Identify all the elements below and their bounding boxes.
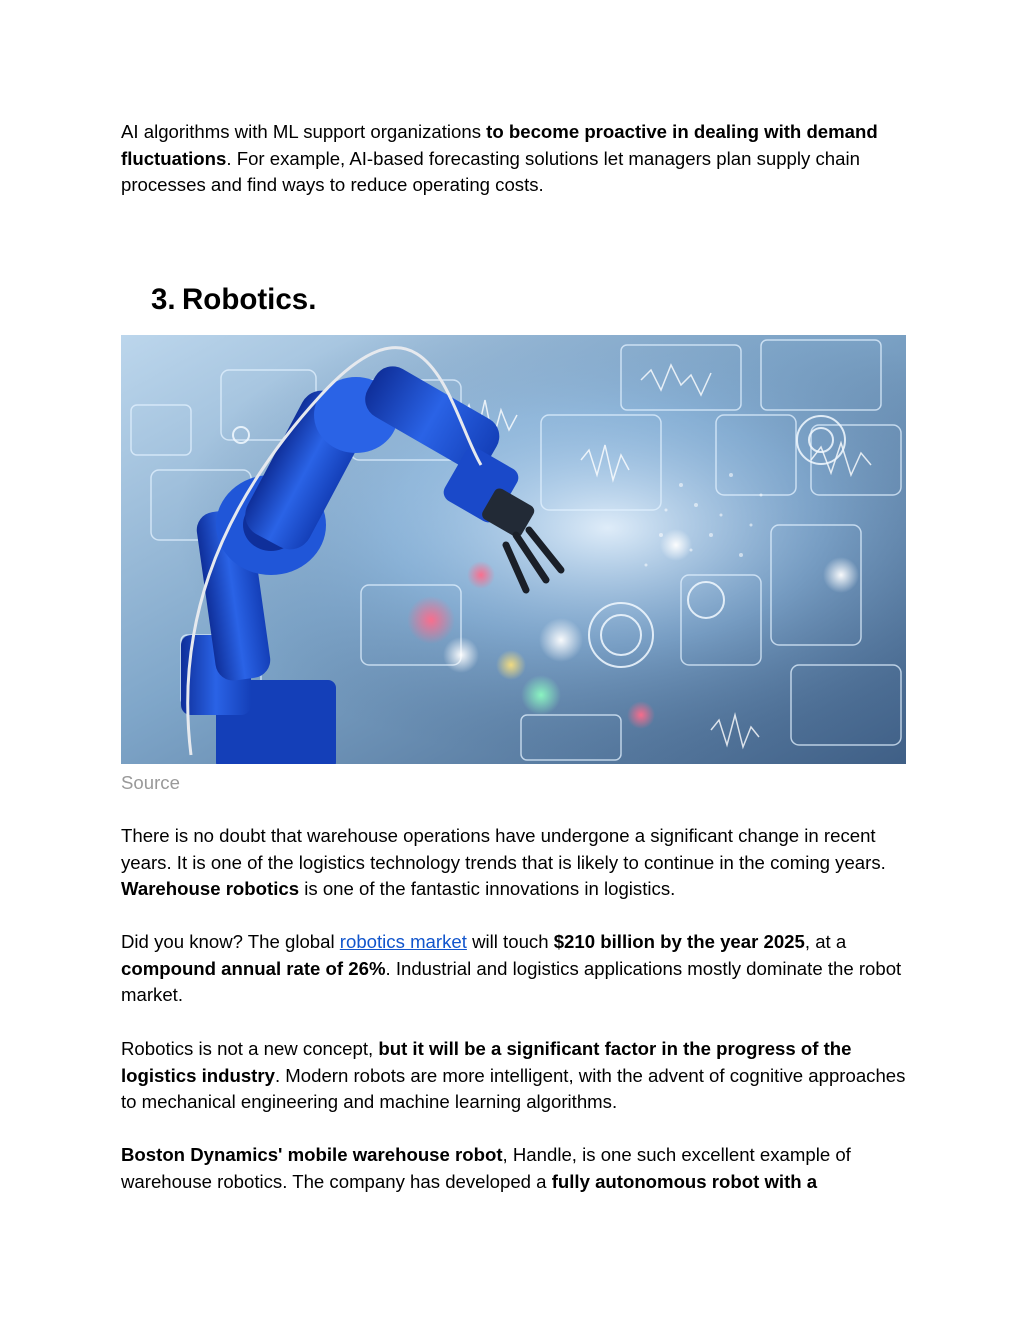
p3-text-2: . Modern robots are more intelligent, with the advent of cognitive approaches to mechanical engineering and machine learning algorithms. [121,1064,906,1113]
image-caption: Source [121,772,180,793]
p1-bold-1: Warehouse robotics [121,878,300,900]
p2-text-4: . Industrial and logistics applications mostly dominate the robot market. [121,957,902,1006]
section-heading [151,280,316,320]
paragraph-warehouse [121,823,911,903]
p3-text-1: Robotics is not a new concept, [121,1038,379,1059]
p4-text-1: , Handle, is one such excellent example of warehouse robotics. The company has developed a [121,1144,851,1192]
paragraph-boston-dynamics [121,1142,911,1195]
section-number: 3. [151,283,176,316]
p4-bold-2: fully autonomous robot with a [551,1170,818,1192]
paragraph-market [121,929,911,1009]
intro-bold-1: to become proactive in dealing with demand fluctuations [121,121,878,169]
intro-paragraph [121,119,911,199]
p2-text-2: will touch [466,931,554,952]
p2-text-3: , at a [804,931,847,952]
p2-text-1: Did you know? The global [121,931,340,952]
robotics-market-link[interactable]: robotics market [339,931,467,952]
section-title: Robotics. [182,283,317,316]
p1-text-2: is one of the fantastic innovations in logistics. [299,878,676,900]
p4-bold-1: Boston Dynamics' mobile warehouse robot [121,1144,503,1165]
paragraph-concept [121,1036,911,1116]
intro-text-2: . For example, AI-based forecasting solutions let managers plan supply chain processes and find ways to reduce operating costs. [121,147,860,196]
intro-text-1: AI algorithms with ML support organizations [121,121,487,142]
p2-bold-2: compound annual rate of 26% [121,957,386,979]
p3-bold-1: but it will be a significant factor in the progress of the logistics industry [121,1038,852,1086]
robotics-image [121,335,906,764]
p2-bold-1: $210 billion by the year 2025 [553,931,805,952]
p1-text-1: There is no doubt that warehouse operations have undergone a significant change in recent years. It is one of the logistics technology trends that is likely to continue in the coming years. [121,825,886,873]
robot-arm-illustration [121,335,906,764]
